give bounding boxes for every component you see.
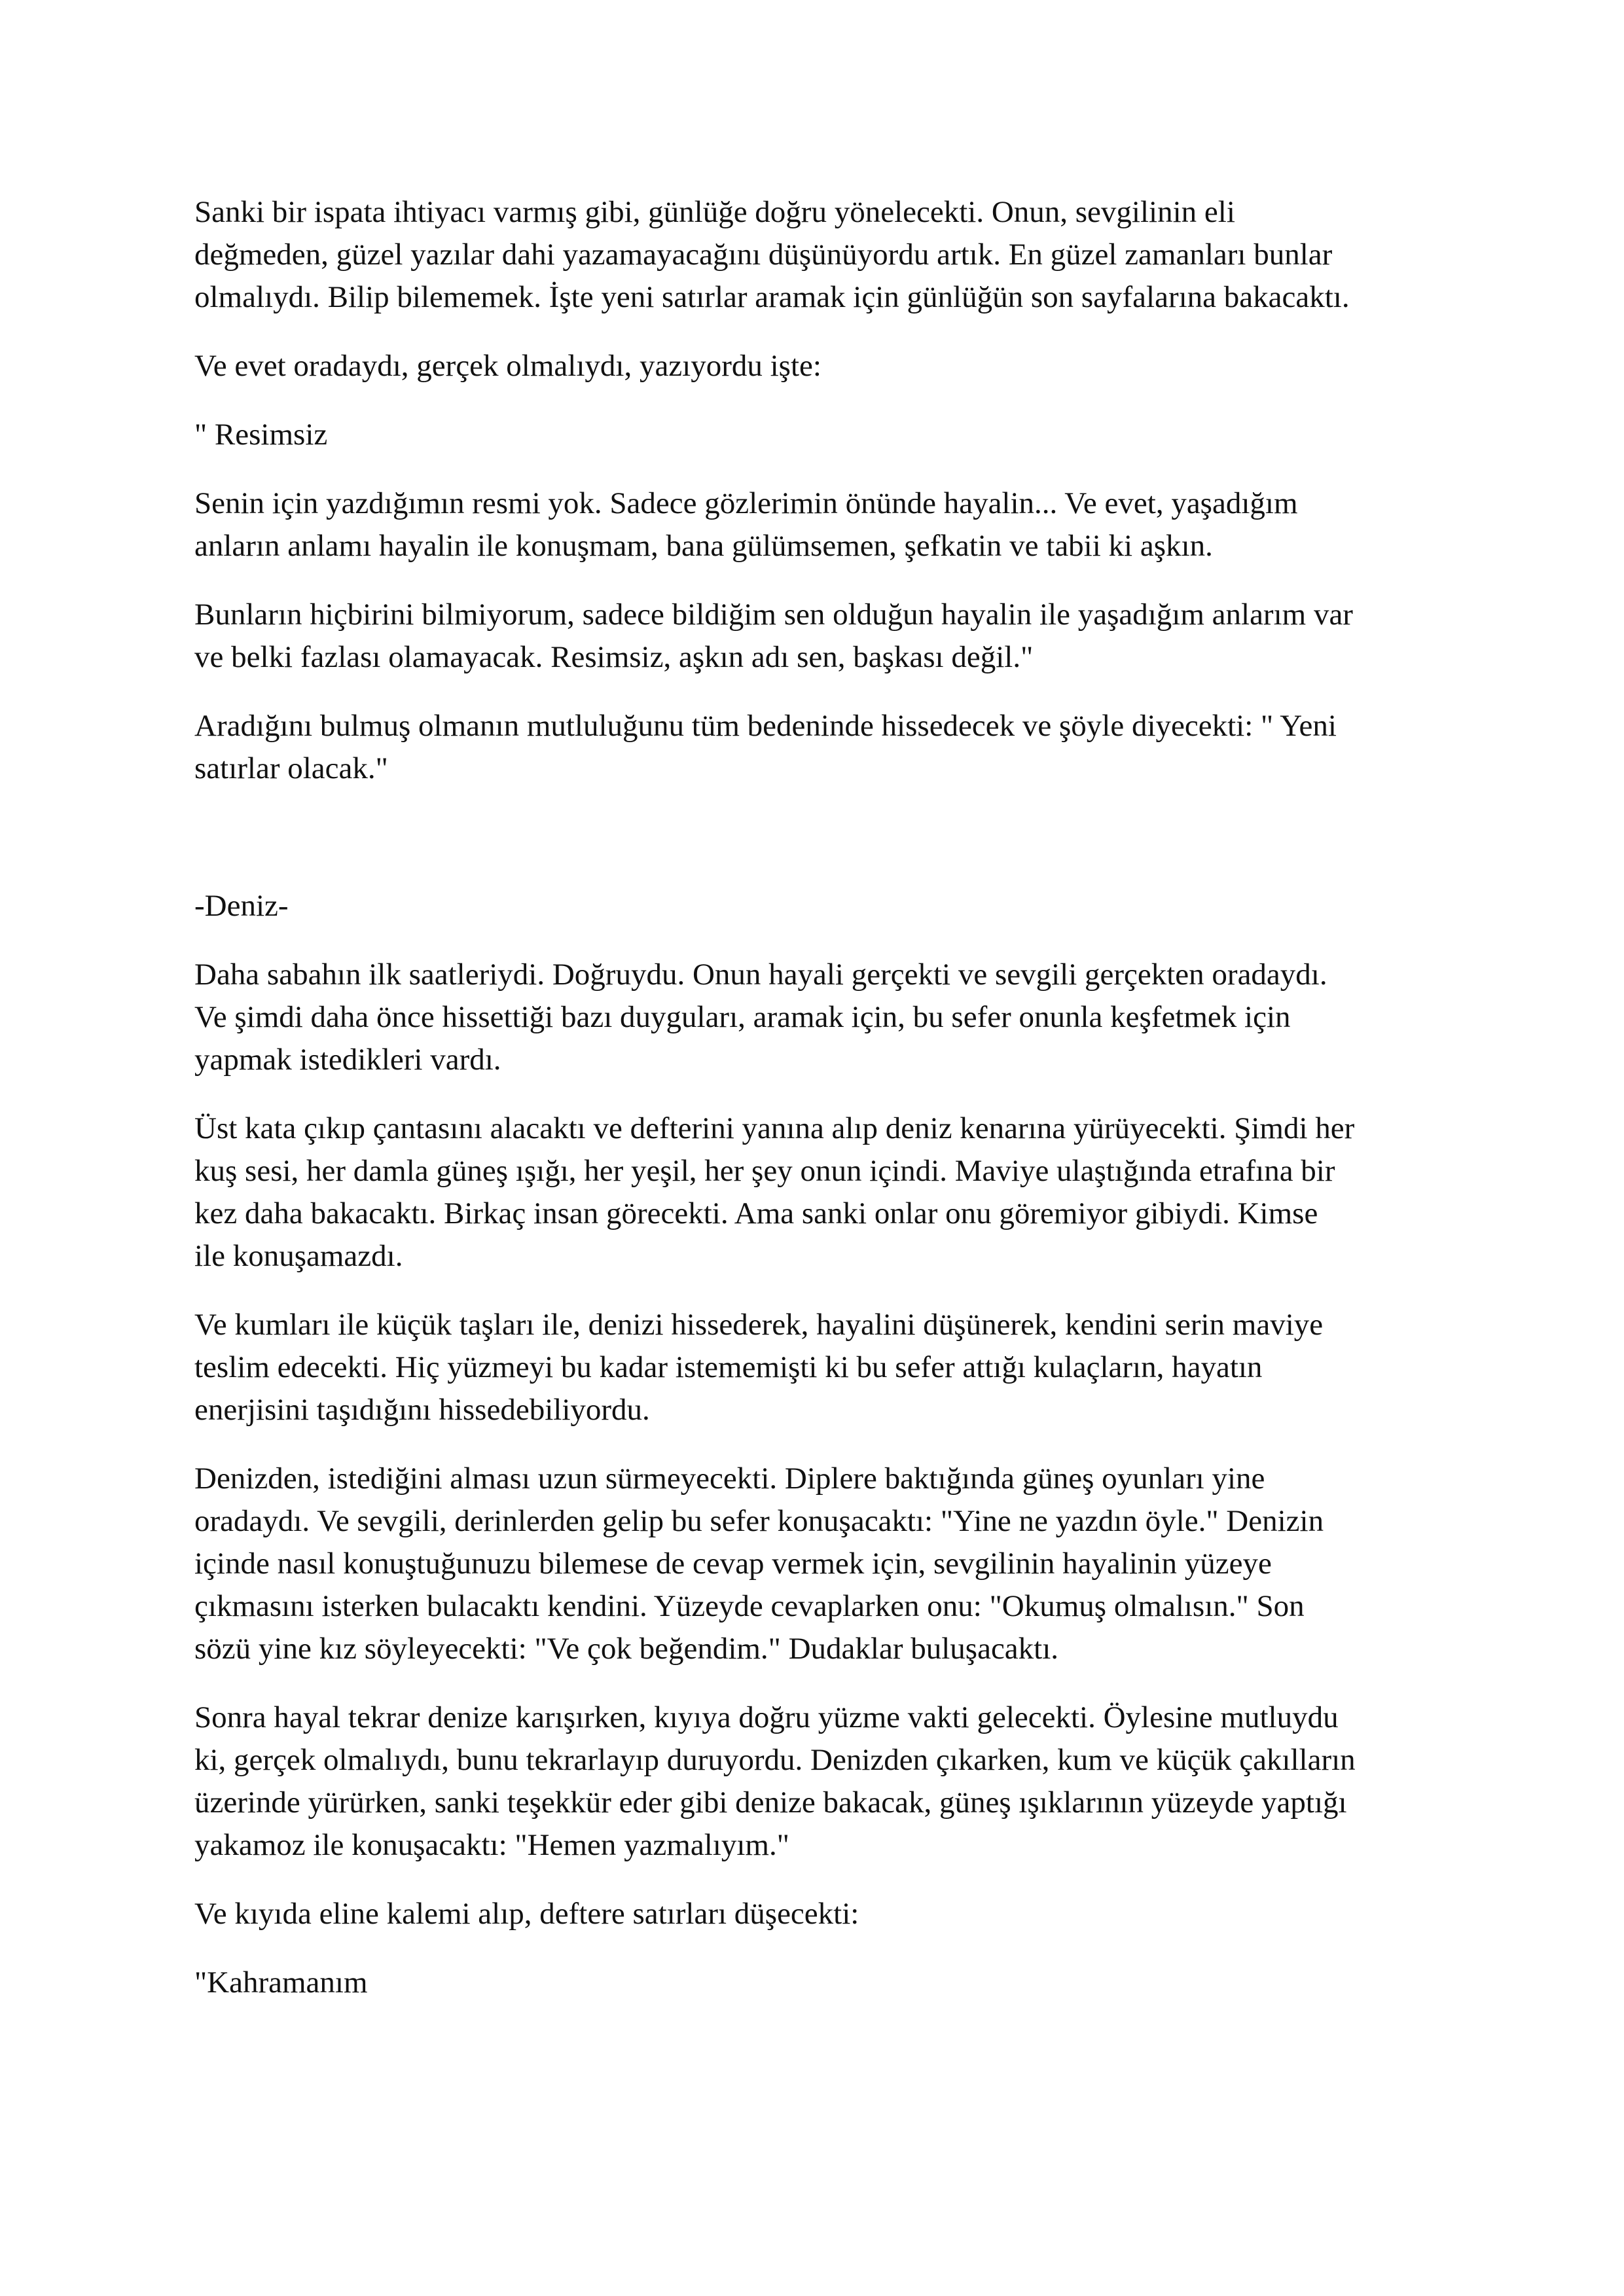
paragraph-3: Senin için yazdığımın resmi yok. Sadece gözlerimin önünde hayalin... Ve evet, yaşadığım anların anlamı hayalin ile konuşmam, bana gülümsemen, şefkatin ve tabii ki aşkın. <box>194 486 1298 563</box>
section-title-deniz: -Deniz- <box>194 889 289 923</box>
poem-title-kahramanim: "Kahramanım <box>194 1965 368 2000</box>
paragraph-5: Aradığını bulmuş olmanın mutluluğunu tüm bedeninde hissedecek ve şöyle diyecekti: " Yeni satırlar olacak." <box>194 709 1337 785</box>
paragraph-7: Üst kata çıkıp çantasını alacaktı ve defterini yanına alıp deniz kenarına yürüyecekti. Şimdi her kuş sesi, her damla güneş ışığı, her yeşil, her şey onun içindi. Maviye ulaştığında etrafına bir kez daha bakacaktı. Birkaç insan görecekti. Ama sanki onlar onu göremiyor gibiydi. Kimse ile konuşamazdı. <box>194 1111 1355 1273</box>
paragraph-8: Ve kumları ile küçük taşları ile, denizi hissederek, hayalini düşünerek, kendini serin maviye teslim edecekti. Hiç yüzmeyi bu kadar istememişti ki bu sefer attığı kulaçların, hayatın enerjisini taşıdığını hissedebiliyordu. <box>194 1308 1324 1427</box>
paragraph-6: Daha sabahın ilk saatleriydi. Doğruydu. Onun hayali gerçekti ve sevgili gerçekten oradaydı. Ve şimdi daha önce hissettiği bazı duyguları, aramak için, bu sefer onunla keşfetmek için yapmak istedikleri vardı. <box>194 958 1327 1077</box>
paragraph-2: Ve evet oradaydı, gerçek olmalıydı, yazıyordu işte: <box>194 349 821 383</box>
paragraph-10: Sonra hayal tekrar denize karışırken, kıyıya doğru yüzme vakti gelecekti. Öylesine mutluydu ki, gerçek olmalıydı, bunu tekrarlayıp duruyordu. Denizden çıkarken, kum ve küçük çakılların üzerinde yürürken, sanki teşekkür eder gibi denize bakacak, güneş ışıklarının yüzeyde yaptığı yakamoz ile konuşacaktı: "Hemen yazmalıyım." <box>194 1700 1356 1862</box>
paragraph-4: Bunların hiçbirini bilmiyorum, sadece bildiğim sen olduğun hayalin ile yaşadığım anlarım var ve belki fazlası olamayacak. Resimsiz, aşkın adı sen, başkası değil." <box>194 598 1353 674</box>
poem-title-resimsiz: " Resimsiz <box>194 418 328 452</box>
paragraph-11: Ve kıyıda eline kalemi alıp, deftere satırları düşecekti: <box>194 1897 859 1931</box>
paragraph-1: Sanki bir ispata ihtiyacı varmış gibi, günlüğe doğru yönelecekti. Onun, sevgilinin eli değmeden, güzel yazılar dahi yazamayacağını düşünüyordu artık. En güzel zamanları bunlar olmalıydı. Bilip bilememek. İşte yeni satırlar aramak için günlüğün son sayfalarına bakacaktı. <box>194 195 1350 314</box>
paragraph-9: Denizden, istediğini alması uzun sürmeyecekti. Diplere baktığında güneş oyunları yine oradaydı. Ve sevgili, derinlerden gelip bu sefer konuşacaktı: "Yine ne yazdın öyle." Denizin içinde nasıl konuştuğunuzu bilemese de cevap vermek için, sevgilinin hayalinin yüzeye çıkmasını isterken bulacaktı kendini. Yüzeyde cevaplarken onu: "Okumuş olmalısın." Son sözü yine kız söyleyecekti: "Ve çok beğendim." Dudaklar buluşacaktı. <box>194 1462 1324 1666</box>
